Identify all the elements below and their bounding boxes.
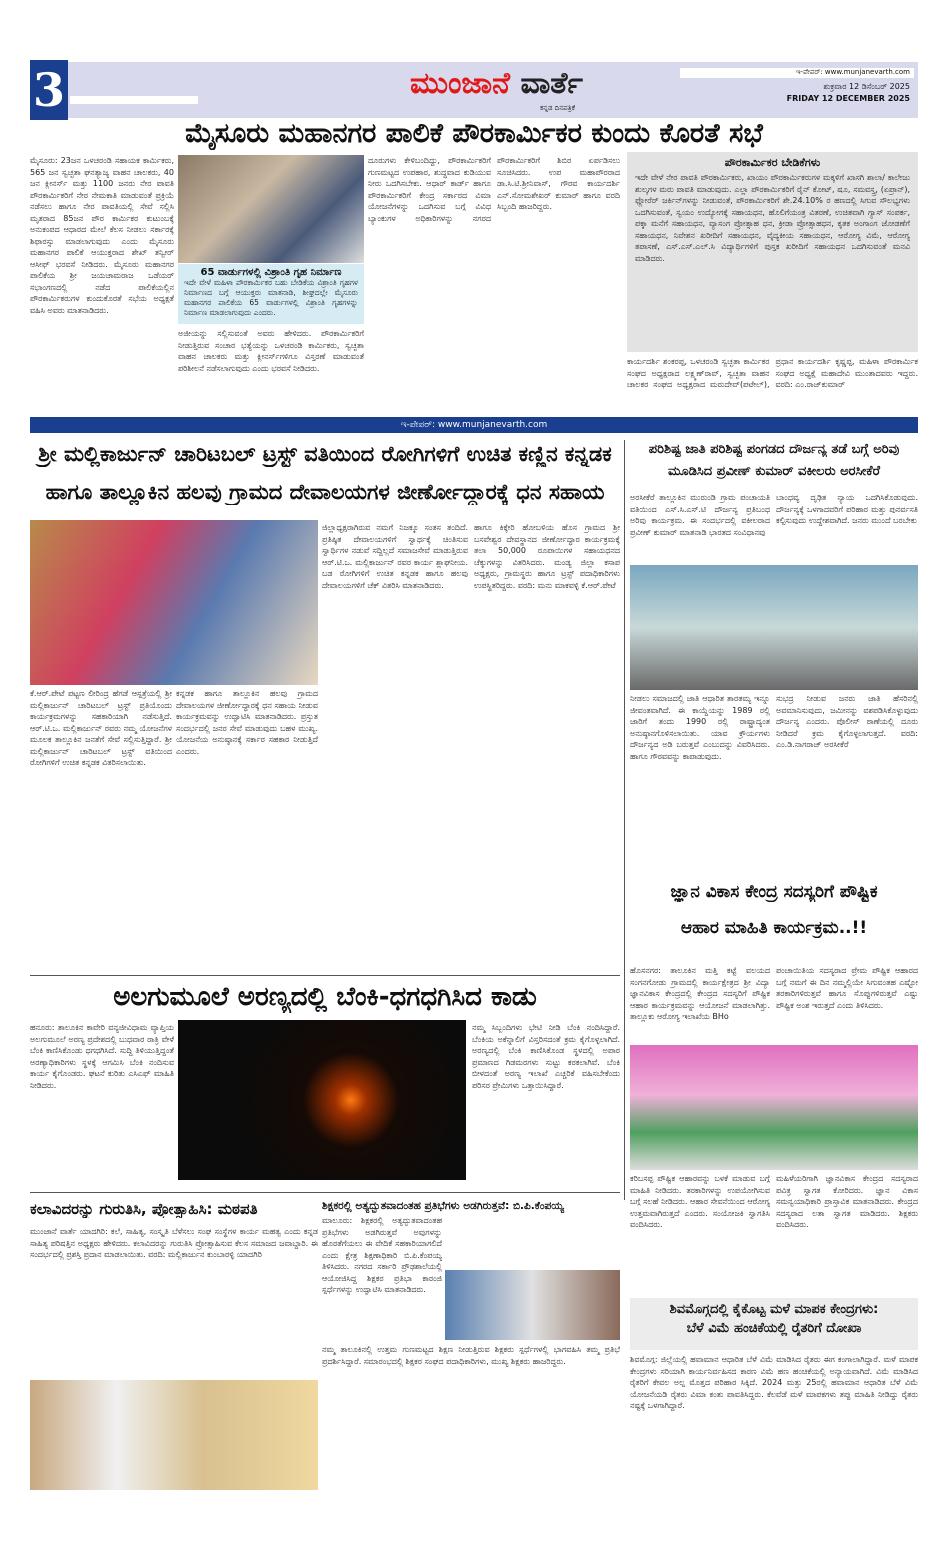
- headline-article-3-line-2: ಮೂಡಿಸಿದ ಪ್ರವೀಣ್ ಕುಮಾರ್ ವಕೀಲರು ಅರಸೀಕೆರೆ: [668, 464, 880, 479]
- date-kannada: ಶುಕ್ರವಾರ 12 ಡಿಸೆಂಬರ್ 2025: [823, 82, 910, 91]
- article-5-body-1: ಹನೂರು: ತಾಲೂಕಿನ ಕಾವೇರಿ ವನ್ಯಜೀವಿಧಾಮ ವ್ಯಾಪ್ತಿಯ ಅಲಗುಮೂಲೆ ಅರಣ್ಯ ಪ್ರದೇಶದಲ್ಲಿ ಬುಧವಾರ ರಾತ್ರಿ ವೇಳೆ ಬೆಂಕಿ ಕಾಣಿಸಿಕೊಂಡು ಧಗಧಗಿಸಿದೆ. ಸುದ್ದಿ ತಿಳಿಯುತ್ತಿದ್ದಂತೆ ಅರಣ್ಯಾಧಿಕಾರಿಗಳು ಸ್ಥಳಕ್ಕೆ ಆಗಮಿಸಿ ಬೆಂಕಿ ನಂದಿಸುವ ಕಾರ್ಯ ಕೈಗೊಂಡರು. ಘಟನೆ ಕುರಿತು ಎಸಿಎಫ್ ಮಾಹಿತಿ ನೀಡಿದರು.: [30, 1023, 174, 1090]
- website-link[interactable]: ಇ-ಪೇಪರ್: www.munjanevarth.com: [680, 68, 914, 78]
- article-3-body-1: ಅರಸೀಕೆರೆ ತಾಲ್ಲೂಕಿನ ಮುರುಂಡಿ ಗ್ರಾಮ ಪಂಚಾಯತಿ ವತಿಯಿಂದ ಎಸ್.ಸಿ.ಎಸ್.ಟಿ ದೌರ್ಜನ್ಯ ಪ್ರತಿಬಂಧ ಅರಿವು ಕಾರ್ಯಕ್ರಮ. ಈ ಸಂದರ್ಭದಲ್ಲಿ ವಕೀಲರಾದ ಪ್ರವೀಣ್ ಕುಮಾರ್ ಮಾತನಾಡಿ ಭಾರತದ ಸಂವಿಧಾನವು: [630, 493, 770, 537]
- headline-article-3-line-1: ಪರಿಶಿಷ್ಟ ಜಾತಿ ಪರಿಶಿಷ್ಟ ಪಂಗಡದ ದೌರ್ಜನ್ಯ ತಡೆ ಬಗ್ಗೆ ಅರಿವು: [648, 442, 900, 457]
- headline-article-5: ಅಲಗುಮೂಲೆ ಅರಣ್ಯದಲ್ಲಿ ಬೆಂಕಿ-ಧಗಧಗಿಸಿದ ಕಾಡು: [113, 982, 537, 1012]
- headline-article-1: ಮೈಸೂರು ಮಹಾನಗರ ಪಾಲಿಕೆ ಪೌರಕಾರ್ಮಿಕರ ಕುಂದು ಕೊರತೆ ಸಭೆ: [185, 118, 763, 149]
- logo-dark-text: ವಾರ್ತೆ: [520, 66, 583, 101]
- column-divider: [624, 440, 625, 1200]
- date-english: FRIDAY 12 DECEMBER 2025: [786, 94, 910, 103]
- article-2-body-3: ಜಿಲ್ಲಾಧ್ಯಕ್ಷರಾಗಿರುವ ನಮಗೆ ನಿಜಕ್ಕೂ ಸಂತಸ ತಂದಿದೆ. ಪ್ರತಿಷ್ಠಿತ ದೇವಾಲಯಗಳಿಗೆ ಸ್ವಾರ್ಥಕ್ಕೆ ಚಿಂತಿಸುವ ಸ್ವಾರ್ಥಿಗಳ ನಡುವೆ ಸದ್ದಿಲ್ಲದೆ ಸಮಾಜಸೇವೆ ಮಾಡುತ್ತಿರುವ ಆರ್.ಟಿ.ಒ. ಮಲ್ಲಿಕಾರ್ಜುನ್ ರವರ ಕಾರ್ಯ ಶ್ಲಾಘನೀಯ. ಬಡ ರೋಗಿಗಳಿಗೆ ಉಚಿತ ಕನ್ನಡಕ ಹಾಗೂ ಹಲವು ದೇವಾಲಯಗಳಿಗೆ ಚೆಕ್ ವಿತರಿಸಿ ಮಾತನಾಡಿದರು.: [322, 523, 468, 590]
- demands-box-title: ಪೌರಕಾರ್ಮಿಕರ ಬೇಡಿಕೆಗಳು: [724, 156, 821, 169]
- article-1-body-2: ಅಜೀಯನ್ನು ಸಲ್ಲಿಸುವಂತೆ ಅವರು ಹೇಳಿದರು. ಪೌರಕಾರ್ಮಿಕರಿಗೆ ನೀಡುತ್ತಿರುವ ಸಂಚಾರ ಭತ್ಯೆಯನ್ನು ಒಳಚರಂಡಿ ಕಾರ್ಮಿಕರು, ಸ್ವಚ್ಛತಾ ವಾಹನ ಚಾಲಕರು ಮತ್ತು ಕ್ಲೀನರ್ಸ್‌ಗಳಿಗೂ ವಿಸ್ತರಣೆ ಮಾಡುವಂತೆ ಪರಿಶೀಲನೆ ನಡೆಸಲಾಗುವುದು ಎಂದು ಭರವಸೆ ನೀಡಿದರು.: [178, 329, 364, 373]
- article-2-body-4: ಹಾಗೂ ಕಿಕ್ಕೇರಿ ಹೋಬಳಿಯ ಹೊಸ ಗ್ರಾಮದ ಶ್ರೀ ಬಸವೇಶ್ವರ ದೇವಸ್ಥಾನದ ಜೀರ್ಣೋದ್ಧಾರ ಕಾರ್ಯಕ್ರಮಕ್ಕೆ ತಲಾ 50,000 ರೂಪಾಯಿಗಳ ಸಹಾಯಧನದ ಚೆಕ್ಕುಗಳನ್ನು ವಿತರಿಸಿದರು. ಮಂಡ್ಯ ಜಿಲ್ಲಾ ಕಸಾಪ ಅಧ್ಯಕ್ಷರು, ಗ್ರಾಮಸ್ಥರು ಹಾಗೂ ಟ್ರಸ್ಟ್ ಪದಾಧಿಕಾರಿಗಳು ಉಪಸ್ಥಿತರಿದ್ದರು. ವರದಿ: ಮನು ಮಾಕವಳ್ಳಿ ಕೆ.ಆರ್.ಪೇಟೆ: [474, 523, 620, 590]
- demands-box: [627, 152, 918, 352]
- article-3-photo: [630, 565, 918, 690]
- article-1-body-4: ಕಾರ್ಯದರ್ಶಿ ಶಂಕರಪ್ಪ, ಒಳಚರಂಡಿ ಸ್ವಚ್ಛತಾ ಕಾರ್ಮಿಕರ ಸಂಘದ ಅಧ್ಯಕ್ಷರಾದ ಲಕ್ಷ್ಮಣ್‌ರಾವ್, ಸ್ವಚ್ಛತಾ ವಾಹನ ಚಾಲಕರ ಸಂಘದ ಅಧ್ಯಕ್ಷರಾದ ಮರುದೇವ್(ಪಟೇಲ್), ಪ್ರಧಾನ ಕಾರ್ಯದರ್ಶಿ ಕೃಷ್ಣಪ್ಪ, ಮಹಿಳಾ ಪೌರಕಾರ್ಮಿಕ ಸಂಘದ ಅಧ್ಯಕ್ಷೆ ಮಹಾದೇವಿ ಮುಂತಾದವರು ಇದ್ದರು. ವರದಿ: ಎಂ.ರಾಜ್‌ಕುಮಾರ್: [627, 357, 918, 389]
- headline-article-7: ಶಿಕ್ಷಕರಲ್ಲಿ ಅತ್ಯದ್ಭುತವಾದಂತಹ ಪ್ರತಿಭೆಗಳು ಅಡಗಿರುತ್ತವೆ: ಬಿ.ಪಿ.ಕೆಂಪಯ್ಯ: [322, 1200, 564, 1212]
- headline-article-2-line-1: ಶ್ರೀ ಮಲ್ಲಿಕಾರ್ಜುನ್ ಚಾರಿಟಬಲ್ ಟ್ರಸ್ಟ್ ವತಿಯಿಂದ ರೋಗಿಗಳಿಗೆ ಉಚಿತ ಕಣ್ಣಿನ ಕನ್ನಡಕ: [38, 442, 612, 466]
- article-4-photo: [630, 1045, 918, 1170]
- article-2-body-1: ಕೆ.ಆರ್.ಪೇಟೆ ಪಟ್ಟಣ ಲೀರಿಂದ್ರ ಹೆಗಡೆ ಆಸ್ಪತ್ರೆಯಲ್ಲಿ ಶ್ರೀ ಮಲ್ಲಿಕಾರ್ಜುನ್ ಚಾರಿಟಬಲ್ ಟ್ರಸ್ಟ್ ಪ್ರತಿಯೊಂದು ಕಾರ್ಯಕ್ರಮಗಳನ್ನು ಸಹಕಾರಿಯಾಗಿ ನಡೆಸುತ್ತಿದೆ. ಆರ್.ಟಿ.ಒ. ಮಲ್ಲಿಕಾರ್ಜುನ್ ರವರು ನಮ್ಮ ಯೋಜನೆಗಳ ಮೂಲಕ ತಾಲ್ಲೂಕಿನ ಜನತೆಗೆ ಸೇವೆ ಸಲ್ಲಿಸುತ್ತಿದ್ದಾರೆ. ಶ್ರೀ ಮಲ್ಲಿಕಾರ್ಜುನ್ ಚಾರಿಟಬಲ್ ಟ್ರಸ್ಟ್ ವತಿಯಿಂದ ರೋಗಿಗಳಿಗೆ ಉಚಿತ ಕನ್ನಡಕ ವಿತರಿಸಲಾಯಿತು.: [30, 689, 172, 767]
- article-2-body-2: ಕನ್ನಡಕ ಹಾಗೂ ತಾಲ್ಲೂಕಿನ ಹಲವು ಗ್ರಾಮದ ದೇವಾಲಯಗಳ ಜೀರ್ಣೋದ್ಧಾರಕ್ಕೆ ಧನ ಸಹಾಯ ನೀಡುವ ಕಾರ್ಯಕ್ರಮವನ್ನು ಉದ್ಘಾಟಿಸಿ ಮಾತನಾಡಿದರು. ಪ್ರಸ್ತುತ ಸಂದರ್ಭದಲ್ಲಿ ಜನರ ಸೇವೆ ಮಾಡುವುದು ಬಹಳ ಮುಖ್ಯ. ಯೋಜನೆಯ ಅನುಷ್ಠಾನಕ್ಕೆ ಸರ್ಕಾರ ಸಹಕಾರ ನೀಡುತ್ತಿದೆ ಎಂದರು.: [176, 689, 318, 756]
- article-6-photo: [30, 1380, 318, 1490]
- article-2-photo: [30, 520, 318, 685]
- newspaper-logo: [410, 66, 583, 101]
- article-4-body-3: ಕರಿಬಸಪ್ಪ ಪೌಷ್ಟಿಕ ಆಹಾರವನ್ನು ಬಳಕೆ ಮಾಡುವ ಬಗ್ಗೆ ಮಾಹಿತಿ ನೀಡಿದರು. ತರಕಾರಿಗಳನ್ನು ಉಪಯೋಗಿಸುವ ಬಗ್ಗೆ ಸಲಹೆ ನೀಡಿದರು. ಆಹಾರ ಸೇವನೆಯಿಂದ ಆರೋಗ್ಯ ಉತ್ತಮವಾಗಿರುತ್ತದೆ ಎಂದರು. ಸಂಯೋಜಕಿ ಸ್ವಾಗತಿಸಿ ವಂದಿಸಿದರು.: [630, 1174, 770, 1229]
- article-3-body-3: ನೀಡಲು ಸಮಾಜದಲ್ಲಿ ಜಾತಿ ಆಧಾರಿತ ತಾರತಮ್ಯ ಇನ್ನೂ ಜೀವಂತವಾಗಿದೆ. ಈ ಕಾಯ್ದೆಯನ್ನು 1989 ರಲ್ಲಿ ಜಾರಿಗೆ ತಂದು 1990 ರಲ್ಲಿ ರಾಷ್ಟ್ರಾದ್ಯಂತ ಅನುಷ್ಠಾನಗೊಳಿಸಲಾಯಿತು. ಯಾವ ಕ್ರೌರ್ಯಗಳು ದೌರ್ಜನ್ಯದ ಅಡಿ ಬರುತ್ತವೆ ಎಂಬುದನ್ನು ವಿವರಿಸಿದರು. ಹಾಗೂ ಗೌರವವನ್ನು ಕಾಪಾಡುವುದು.: [630, 694, 770, 761]
- headline-article-8-line-1: ಶಿವಮೊಗ್ಗದಲ್ಲಿ ಕೈಕೊಟ್ಟ ಮಳೆ ಮಾಪಕ ಕೇಂದ್ರಗಳು:: [669, 1302, 879, 1317]
- headline-article-6: ಕಲಾವಿದರನ್ನು ಗುರುತಿಸಿ, ಪ್ರೋತ್ಸಾಹಿಸಿ: ಮಠಪತಿ: [30, 1200, 258, 1218]
- tagline: ಕನ್ನಡ ದಿನಪತ್ರಿಕೆ: [540, 104, 576, 112]
- article-1-photo: [178, 155, 364, 263]
- article-4-body-4: ಮಹಿಳೆಯರಿಗಾಗಿ ಜ್ಞಾನವಿಕಾಸ ಕೇಂದ್ರದ ಸದಸ್ಯರಾದ ಪವಿತ್ರ ಸ್ವಾಗತ ಕೋರಿದರು. ಜ್ಞಾನ ವಿಕಾಸ ಸಮನ್ವಯಾಧಿಕಾರಿ ಪ್ರಾಸ್ತಾವಿಕ ಮಾತನಾಡಿದರು. ಕೇಂದ್ರದ ಸದಸ್ಯರಾದ ಲತಾ ಸ್ವಾಗತ ಮಾಡಿದರು. ಶಿಕ್ಷಕರು ವಂದಿಸಿದರು.: [776, 1174, 918, 1229]
- article-3-body-4: ಸುಭದ್ರ ನೀಡುವ ಜನರು ಜಾತಿ ಹೆಸರಿನಲ್ಲಿ ಅವಮಾನಿಸುವುದು, ಜಮೀನನ್ನು ವಶಪಡಿಸಿಕೊಳ್ಳುವುದು ದೌರ್ಜನ್ಯ ಎಂದರು. ಪೊಲೀಸ್ ಠಾಣೆಯಲ್ಲಿ ದೂರು ನೀಡಿದರೆ ಕ್ರಮ ಕೈಗೊಳ್ಳಲಾಗುತ್ತದೆ. ವರದಿ: ಎಂ.ಡಿ.ನಾಗರಾಜ್ ಅರಸೀಕೆರೆ: [776, 694, 918, 749]
- article-8-headline-box: [630, 1298, 918, 1350]
- section-divider: [30, 975, 620, 976]
- article-5-body-2: ನಮ್ಮ ಸಿಬ್ಬಂದಿಗಳು ಭೇಟಿ ನೀಡಿ ಬೆಂಕಿ ನಂದಿಸಿದ್ದಾರೆ. ಬೆಂಕಿಯ ಅಕೆನ್ನಾಲಿಗೆ ವಿಸ್ತರಿಸದಂತೆ ಕ್ರಮ ಕೈಗೊಳ್ಳಲಾಗಿದೆ. ಅರಣ್ಯದಲ್ಲಿ ಬೆಂಕಿ ಕಾಣಿಸಿಕೊಂಡ ಸ್ಥಳದಲ್ಲಿ ಅಪಾರ ಪ್ರಮಾಣದ ಗಿಡಮರಗಳು ಸುಟ್ಟು ಕರಕಲಾಗಿವೆ. ಬೆಂಕಿ ಬೀಳದಂತೆ ಅರಣ್ಯ ಇಲಾಖೆ ಎಚ್ಚರಿಕೆ ವಹಿಸಬೇಕೆಂದು ಪರಿಸರ ಪ್ರೇಮಿಗಳು ಒತ್ತಾಯಿಸಿದ್ದಾರೆ.: [472, 1023, 620, 1090]
- article-7-body-1: ಮಾಲೂರು: ಶಿಕ್ಷಕರಲ್ಲಿ ಅತ್ಯದ್ಭುತವಾದಂತಹ ಪ್ರತಿಭೆಗಳು ಅಡಗಿರುತ್ತವೆ ಅವುಗಳನ್ನು ಹೊರತೆಗೆಯಲು ಈ ವೇದಿಕೆ ಸಹಕಾರಿಯಾಗಲಿದೆ ಎಂದು ಕ್ಷೇತ್ರ ಶಿಕ್ಷಣಾಧಿಕಾರಿ ಬಿ.ಪಿ.ಕೆಂಪಯ್ಯ ತಿಳಿಸಿದರು. ನಗರದ ಸರ್ಕಾರಿ ಪ್ರೌಢಶಾಲೆಯಲ್ಲಿ ಆಯೋಜಿಸಿದ್ದ ಶಿಕ್ಷಕರ ಪ್ರತಿಭಾ ಕಾರಂಜಿ ಸ್ಪರ್ಧೆಗಳನ್ನು ಉದ್ಘಾಟಿಸಿ ಮಾತನಾಡಿದರು.: [322, 1216, 442, 1294]
- headline-article-8-line-2: ಬೆಳೆ ವಿಮೆ ಹಂಚಿಕೆಯಲ್ಲಿ ರೈತರಿಗೆ ದೋಖಾ: [686, 1321, 862, 1336]
- epaper-banner[interactable]: ಇ-ಪೇಪರ್: www.munjanevarth.com: [30, 417, 918, 433]
- article-3-body-2: ಬಾಂಧವ್ಯ ದೃಢಿತ ನ್ಯಾಯ ಒದಗಿಸಿಕೊಡುವುದು. ದೌರ್ಜನ್ಯಕ್ಕೆ ಒಳಗಾದವರಿಗೆ ಪರಿಹಾರ ಮತ್ತು ಪುನರ್ವಸತಿ ಕಲ್ಪಿಸುವುದು ಉದ್ದೇಶವಾಗಿದೆ. ಜನರು ಮುಂದೆ ಬರಬೇಕು: [776, 493, 918, 525]
- article-1-body: ಮೈಸೂರು: 23ಜನ ಒಳಚರಂಡಿ ಸಹಾಯಕ ಕಾರ್ಮಿಕರು, 565 ಜನ ಸ್ವಚ್ಛತಾ ಘನತ್ಯಾಜ್ಯ ವಾಹನ ಚಾಲಕರು, 40 ಜನ ಕ್ಲೀನರ್ಸ್ ಮತ್ತು 1100 ಜನರು ನೇರ ಪಾವತಿ ಪೌರಕಾರ್ಮಿಕರಿಗೆ ನೇರ ನೇಮಕಾತಿ ಮಾಡುವಂತೆ ಪ್ರಕ್ರಿಯೆ ನಡೆಸಲು ಹಾಗೂ ನೇರ ಪಾವತಿಯಲ್ಲಿ ಸೇವೆ ಸಲ್ಲಿಸಿ ಮೃತರಾದ 85ಜನ ಪೌರ ಕಾರ್ಮಿಕರ ಕುಟುಂಬಕ್ಕೆ ಅನುಕಂಪದ ಆಧಾರದ ಮೇಲೆ ಕೆಲಸ ನೀಡಲು ಸರ್ಕಾರಕ್ಕೆ ಶಿಫಾರಸ್ಸು ಮಾಡಲಾಗುವುದು ಎಂದು ಮೈಸೂರು ಮಹಾನಗರ ಪಾಲಿಕೆ ಆಯುಕ್ತರಾದ ಶೇಖ್ ತನ್ವೀರ್ ಆಸೀಫ್ ಭರವಸೆ ನೀಡಿದರು. ಮೈಸೂರು ಮಹಾನಗರ ಪಾಲಿಕೆಯ ಶ್ರೀ ಜಯಚಾಮರಾಜ ಒಡೆಯರ್ ಸಭಾಂಗಣದಲ್ಲಿ ನಡೆದ ಪಾಲಿಕೆಯಲ್ಲಿನ ಪೌರಕಾರ್ಮಿಕರುಗಳ ಕುಂದುಕೊರತೆ ಸಭೆಯ ಅಧ್ಯಕ್ಷತೆ ವಹಿಸಿ ಅವರು ಮಾತನಾಡಿದರು.: [30, 156, 174, 315]
- section-divider: [30, 1192, 620, 1193]
- article-6-body: ಮುಂಜಾನೆ ವಾರ್ತೆ ಯಾದಗಿರಿ: ಕಲೆ, ಸಾಹಿತ್ಯ, ಸಂಸ್ಕೃತಿ ಬೆಳೆಸಲು ಸಂಘ ಸಂಸ್ಥೆಗಳ ಕಾರ್ಯ ಮಹತ್ವ ಎಂದು ಕನ್ನಡ ಸಾಹಿತ್ಯ ಪರಿಷತ್ತಿನ ಅಧ್ಯಕ್ಷರು ಹೇಳಿದರು. ಕಲಾವಿದರನ್ನು ಗುರುತಿಸಿ ಪ್ರೋತ್ಸಾಹಿಸುವ ಕೆಲಸ ಸಮಾಜದ ಜವಾಬ್ದಾರಿ. ಈ ಸಂದರ್ಭದಲ್ಲಿ ಪ್ರಶಸ್ತಿ ಪ್ರದಾನ ಮಾಡಲಾಯಿತು. ವರದಿ: ಮಲ್ಲಿಕಾರ್ಜುನ ಕುಂಬಾರಳ್ಳಿ ಯಾದಗಿರಿ: [30, 1227, 318, 1259]
- page-number: 3: [30, 60, 68, 120]
- caption-box: [178, 264, 364, 324]
- article-8-body: ಶಿವಮೊಗ್ಗ: ಜಿಲ್ಲೆಯಲ್ಲಿ ಹವಾಮಾನ ಆಧಾರಿತ ಬೆಳೆ ವಿಮೆ ಮಾಡಿಸಿದ ರೈತರು ಈಗ ಕಂಗಾಲಾಗಿದ್ದಾರೆ. ಮಳೆ ಮಾಪಕ ಕೇಂದ್ರಗಳು ಸರಿಯಾಗಿ ಕಾರ್ಯನಿರ್ವಹಿಸದ ಕಾರಣ ವಿಮೆ ಹಣ ಹಂಚಿಕೆಯಲ್ಲಿ ಅನ್ಯಾಯವಾಗಿದೆ. ವಿಮೆ ಮಾಡಿಸಿದ ರೈತರಿಗೆ ಕೇವಲ ಅಲ್ಪ ಮೊತ್ತದ ಪರಿಹಾರ ಸಿಕ್ಕಿದೆ. 2024 ಮತ್ತು 25ರಲ್ಲಿ ಹವಾಮಾನ ಆಧಾರಿತ ಬೆಳೆ ವಿಮೆ ಯೋಜನೆಯಡಿ ರೈತರು ವಿಮಾ ಕಂತು ಪಾವತಿಸಿದ್ದರು. ಕೆಲವೆಡೆ ಮಳೆ ಮಾಪಕಗಳು ತಪ್ಪು ಮಾಹಿತಿ ನೀಡಿದ್ದು ರೈತರು ನಷ್ಟಕ್ಕೆ ಒಳಗಾಗಿದ್ದಾರೆ.: [630, 1355, 918, 1410]
- masthead-divider: [70, 96, 198, 104]
- caption-title: 65 ವಾರ್ಡುಗಳಲ್ಲಿ ವಿಶ್ರಾಂತಿ ಗೃಹ ನಿರ್ಮಾಣ: [200, 267, 342, 278]
- headline-article-4-line-1: ಜ್ಞಾನ ವಿಕಾಸ ಕೇಂದ್ರ ಸದಸ್ಯರಿಗೆ ಪೌಷ್ಟಿಕ: [670, 882, 878, 902]
- demands-box-body: ಇದೇ ವೇಳೆ ನೇರ ಪಾವತಿ ಪೌರಕಾರ್ಮಿಕರು, ಖಾಯಂ ಪೌರಕಾರ್ಮಿಕರುಗಳ ಮಕ್ಕಳಿಗೆ ಖಾಸಗಿ ಶಾಲಾ/ ಕಾಲೇಜು ಶುಲ್ಕಗಳ ಮರು ಪಾವತಿ ಮಾಡುವುದು. ಎಲ್ಲಾ ಪೌರಕಾರ್ಮಿಕರಿಗೆ ರೈನ್ ಕೋಟ್, ಷೂ, ಸಮವಸ್ತ್ರ, (ಏಪ್ರಾನ್), ಫ್ಲೋರೆರ್ ಜರ್ಕಿನ್‌ಗಳನ್ನು ನೀಡುವಂತೆ, ಪೌರಕಾರ್ಮಿಕರಿಗೆ ಶೇ.24.10% ರ ಹಣದಲ್ಲಿ ಸಿಗುವ ಸೌಲಭ್ಯಗಳು ಒದಗಿಸುವಂತೆ, ಸ್ವಯಂ ಉದ್ಯೋಗಕ್ಕೆ ಸಹಾಯಧನ, ಹೊಲಿಗೆಯಂತ್ರ ವಿತರಣೆ, ಉಚಿತವಾಗಿ ಗ್ಯಾಸ್ ಸಂಪರ್ಕ, ಪಕ್ಕಾ ಮನೆಗೆ ಸಹಾಯಧನ, ವ್ಯಾಸಂಗ ಪ್ರೋತ್ಸಾಹ ಧನ, ಕ್ರೀಡಾ ಪ್ರೋತ್ಸಾಹಧನ, ಕೃತಕ ಅಂಗಾಂಗ ಜೋಡಣೆಗೆ ಸಹಾಯಧನ, ನಿವೇಶನ ಖರೀದಿಗೆ ಸಹಾಯಧನ, ವೈದ್ಯಕೀಯ ಸಹಾಯಧನ, ಆರೋಗ್ಯ ವಿಮೆ, ಆರೋಗ್ಯ ತಪಾಸಣೆ, ಎಸ್.ಎಸ್.ಎಲ್.ಸಿ ವಿದ್ಯಾರ್ಥಿಗಳಿಗೆ ಪುಸ್ತಕ ಖರೀದಿಗೆ ಸಹಾಯಧನ ಒದಗಿಸುವಂತೆ ಮನವಿ ಮಾಡಿದರು.: [635, 173, 910, 263]
- forest-fire-photo: [178, 1020, 466, 1180]
- article-4-body-1: ಹೊಸನಗರ: ತಾಲೂಕಿನ ಮತ್ತಿ ಕಟ್ಟೆ ವಲಯದ ಸಂಗನಗೋಡು ಗ್ರಾಮದಲ್ಲಿ ಕಾರ್ಯಕ್ಷೇತ್ರದ ಶ್ರೀ ವಿದ್ಯಾ ಜ್ಞಾನವಿಕಾಸ ಕೇಂದ್ರದಲ್ಲಿ ಕೇಂದ್ರದ ಸದಸ್ಯರಿಗೆ ಪೌಷ್ಟಿಕ ಆಹಾರ ಕಾರ್ಯಕ್ರಮವನ್ನು ಆಯೋಜನೆ ಮಾಡಲಾಗಿತ್ತು. ತಾಲ್ಲೂಕು ಆರೋಗ್ಯ ಇಲಾಖೆಯ BHo: [630, 966, 770, 1021]
- headline-article-4-line-2: ಆಹಾರ ಮಾಹಿತಿ ಕಾರ್ಯಕ್ರಮ..!!: [680, 918, 868, 938]
- logo-red-text: ಮುಂಜಾನೆ: [410, 66, 510, 101]
- article-4-body-2: ಪಂಚಾಯಿತಿಯ ಸದಸ್ಯರಾದ ಪ್ರೇಮ ಪೌಷ್ಟಿಕ ಆಹಾರದ ಬಗ್ಗೆ ನಮಗೆ ಈ ದಿನ ನಮ್ಮಲ್ಲಿಯೇ ಸಿಗುವಂತಹ ಎಷ್ಟೋ ತರಕಾರಿಗಳಿರುತ್ತವೆ ಹಾಗೂ ಸೊಪ್ಪುಗಳಿರುತ್ತವೆ ಎಷ್ಟು ಪೌಷ್ಟಿಕ ಅಂಶ ಇರುತ್ತದೆ ಎಂದು ತಿಳಿಸಿದರು.: [776, 966, 918, 1010]
- caption-body: ಇದೇ ವೇಳೆ ಮಹಿಳಾ ಪೌರಕಾರ್ಮಿಕರ ಬಹು ಬೇಡಿಕೆಯ ವಿಶ್ರಾಂತಿ ಗೃಹಗಳ ನಿರ್ಮಾಣದ ಬಗ್ಗೆ ಆಯುಕ್ತರು ಮಾತನಾಡಿ, ಶೀಘ್ರದಲ್ಲೇ ಮೈಸೂರು ಮಹಾನಗರ ಪಾಲಿಕೆಯ 65 ವಾರ್ಡುಗಳಲ್ಲಿ ವಿಶ್ರಾಂತಿ ಗೃಹಗಳನ್ನು ನಿರ್ಮಾಣ ಮಾಡಲಾಗುವುದು ಎಂದರು.: [184, 278, 358, 317]
- article-1-body-3: ದೂರುಗಳು ಕೇಳಿಬಂದಿದ್ದು, ಪೌರಕಾರ್ಮಿಕರಿಗೆ ಗುಣಮಟ್ಟದ ಉಪಹಾರ, ಶುದ್ಧವಾದ ಕುಡಿಯುವ ನೀರು ಒದಗಿಸಬೇಕು. ಆಧಾರ್ ಕಾರ್ಡ್ ಹಾಗೂ ಪೌರಕಾರ್ಮಿಕರಿಗೆ ಕೇಂದ್ರ ಸರ್ಕಾರದ ವಿಮಾ ಯೋಜನೆಗಳನ್ನು ಒದಗಿಸುವ ಬಗ್ಗೆ ವಿವಿಧ ಬ್ಯಾಂಕುಗಳ ಅಧಿಕಾರಿಗಳನ್ನು ನಗರದ ಪೌರಕಾರ್ಮಿಕರಿಗೆ ಶಿಬಿರ ಏರ್ಪಡಿಸಲು ಸೂಚಿಸಿದರು. ಉಪ ಮಹಾಪೌರರಾದ ಡಾ.ಸಿ.ಟಿ.ಶ್ರೀನಿವಾಸ್, ಗೌರವ ಕಾರ್ಯದರ್ಶಿ ಎನ್.ಸೋಮಶೇಖರ್ ಕುಮಾರ್ ಹಾಗೂ ವರದಿ ಸಿಬ್ಬಂದಿ ಹಾಜರಿದ್ದರು.: [368, 156, 620, 223]
- article-7-body-2: ನಮ್ಮ ತಾಲೂಕಿನಲ್ಲಿ ಉತ್ತಮ ಗುಣಮಟ್ಟದ ಶಿಕ್ಷಣ ನೀಡುತ್ತಿರುವ ಶಿಕ್ಷಕರು ಸ್ಪರ್ಧೆಗಳಲ್ಲಿ ಭಾಗವಹಿಸಿ ತಮ್ಮ ಪ್ರತಿಭೆ ಪ್ರದರ್ಶಿಸಿದ್ದಾರೆ. ಸಮಾರಂಭದಲ್ಲಿ ಶಿಕ್ಷಕರ ಸಂಘದ ಪದಾಧಿಕಾರಿಗಳು, ಮುಖ್ಯ ಶಿಕ್ಷಕರು ಹಾಜರಿದ್ದರು.: [322, 1345, 620, 1366]
- article-7-photo: [445, 1270, 620, 1340]
- headline-article-2-line-2: ಹಾಗೂ ತಾಲ್ಲೂಕಿನ ಹಲವು ಗ್ರಾಮದ ದೇವಾಲಯಗಳ ಜೀರ್ಣೋದ್ಧಾರಕ್ಕೆ ಧನ ಸಹಾಯ: [45, 480, 605, 504]
